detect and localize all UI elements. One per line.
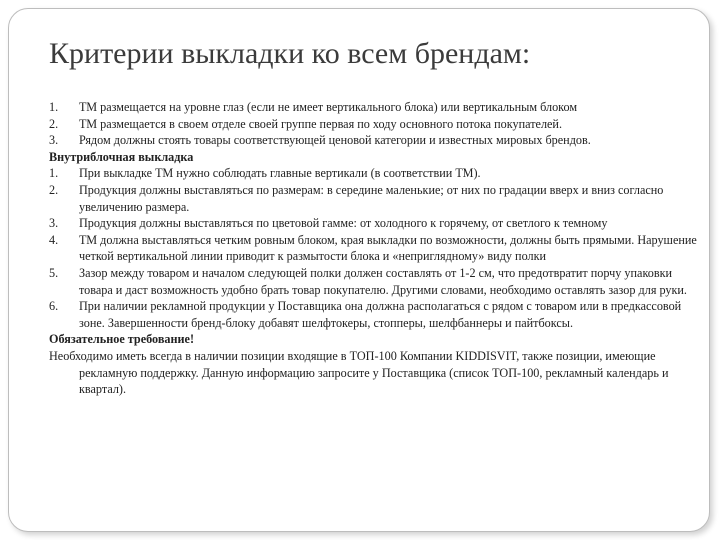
list-item-text: ТМ размещается на уровне глаз (если не имеет вертикального блока) или вертикальным блоком bbox=[79, 100, 578, 114]
section-heading-requirement: Обязательное требование! bbox=[49, 332, 195, 347]
list-item-text: Продукция должны выставляться по размерам: в середине маленькие; от них по градации вверх и вниз согласно увеличению размера. bbox=[79, 182, 664, 214]
list-item-number: 2. bbox=[49, 116, 59, 131]
list-item-text: ТМ должна выставляться четким ровным блоком, края выкладки по возможности, должны быть прямыми. Нарушение четкой вертикальной линии приводит к размытости блока и «неприглядному» виду полки bbox=[79, 232, 697, 264]
list-item-text: ТМ размещается в своем отделе своей группе первая по ходу основного потока покупателей. bbox=[79, 116, 563, 131]
list-item-text: Продукция должны выставляться по цветовой гамме: от холодного к горячему, от светлого к темному bbox=[79, 216, 608, 231]
final-paragraph: Необходимо иметь всегда в наличии позиции входящие в ТОП-100 Компании KIDDISVIT, также позиции, имеющие рекламную поддержку. Данную информацию запросите у Поставщика (список ТОП-100, рекламный календарь и квартал). bbox=[49, 348, 669, 397]
list-item-number: 1. bbox=[49, 100, 59, 114]
slide bbox=[8, 8, 710, 532]
list-item bbox=[49, 265, 697, 298]
list-item bbox=[49, 182, 697, 215]
section-heading-inner-block: Внутриблочная выкладка bbox=[49, 149, 194, 164]
list-item-number: 6. bbox=[49, 299, 59, 314]
slide-body bbox=[49, 99, 697, 398]
list-item-number: 2. bbox=[49, 182, 59, 197]
list-item bbox=[49, 132, 697, 149]
list-item-text: Зазор между товаром и началом следующей полки должен составлять от 1-2 см, что предотвратит порчу упаковки товара и даст возможность удобно брать товар покупателю. Другими словами, необходимо оставлять зазор для руки. bbox=[79, 265, 687, 297]
list-item-text: Рядом должны стоять товары соответствующей ценовой категории и известных мировых брендов. bbox=[79, 133, 591, 148]
list-item-number: 1. bbox=[49, 166, 59, 181]
list-item-number: 5. bbox=[49, 265, 59, 280]
list-item-number: 4. bbox=[49, 232, 59, 247]
slide-title: Критерии выкладки ко всем брендам: bbox=[49, 37, 531, 70]
list-item-number: 3. bbox=[49, 133, 59, 148]
list-item bbox=[49, 165, 697, 182]
list-item bbox=[49, 298, 697, 331]
list-item bbox=[49, 232, 697, 265]
list-item bbox=[49, 116, 697, 133]
list-item-text: При наличии рекламной продукции у Поставщика она должна располагаться с рядом с товаром или в предкассовой зоне. Завершенности бренд-блоку добавят шелфтокеры, стопперы, шелфбаннеры и пайтбоксы. bbox=[79, 299, 682, 330]
list-item bbox=[49, 215, 697, 232]
list-item-number: 3. bbox=[49, 216, 59, 231]
list-item bbox=[49, 99, 697, 116]
list-item-text: При выкладке ТМ нужно соблюдать главные вертикали (в соответствии ТМ). bbox=[79, 166, 481, 181]
